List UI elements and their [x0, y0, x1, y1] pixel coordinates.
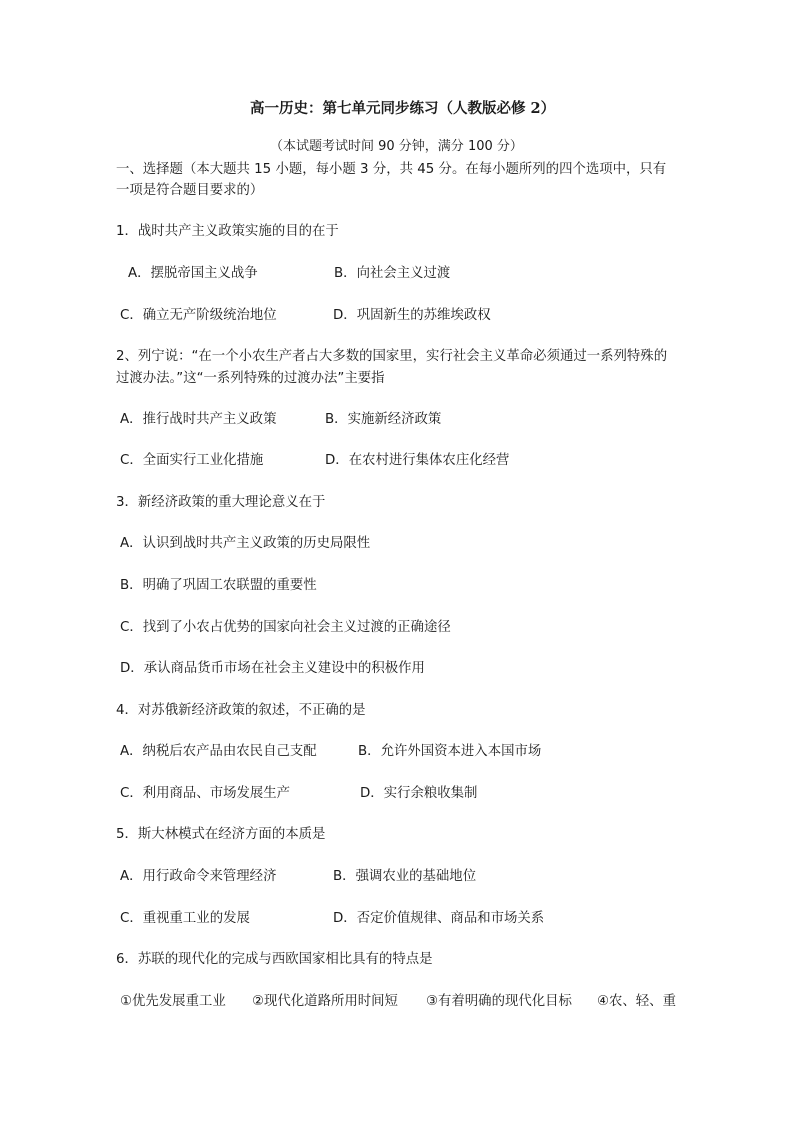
question-5-stem: 5．斯大林模式在经济方面的本质是 [116, 827, 326, 842]
section-instructions-line-2: 一项是符合题目要求的） [116, 183, 264, 198]
question-2-option-b: B．实施新经济政策 [325, 412, 442, 427]
question-5-option-b: B．强调农业的基础地位 [333, 869, 477, 884]
question-1-option-a: A．摆脱帝国主义战争 [128, 266, 258, 281]
question-2-stem-line-2: 过渡办法。”这“一系列特殊的过渡办法”主要指 [116, 371, 385, 386]
question-5-option-a: A．用行政命令来管理经济 [120, 869, 277, 884]
question-1-stem: 1．战时共产主义政策实施的目的在于 [116, 224, 339, 239]
question-4-option-b: B．允许外国资本进入本国市场 [358, 744, 542, 759]
question-5-option-d: D．否定价值规律、商品和市场关系 [333, 911, 545, 926]
question-2-stem-line-1: 2、列宁说：“在一个小农生产者占大多数的国家里，实行社会主义革命必须通过一系列特殊的 [116, 349, 668, 364]
question-3-option-a: A．认识到战时共产主义政策的历史局限性 [120, 536, 371, 551]
question-6-option-4: ④农、轻、重 [597, 994, 676, 1009]
question-3-option-c: C．找到了小农占优势的国家向社会主义过渡的正确途径 [120, 620, 451, 635]
question-6-option-2: ②现代化道路所用时间短 [252, 994, 398, 1009]
question-2-option-a: A．推行战时共产主义政策 [120, 412, 277, 427]
question-6-option-3: ③有着明确的现代化目标 [426, 994, 572, 1009]
question-4-stem: 4．对苏俄新经济政策的叙述，不正确的是 [116, 703, 366, 718]
question-1-option-c: C．确立无产阶级统治地位 [120, 308, 277, 323]
question-3-option-d: D．承认商品货币市场在社会主义建设中的积极作用 [120, 661, 425, 676]
exam-info: （本试题考试时间 90 分钟，满分 100 分） [270, 139, 523, 154]
question-5-option-c: C．重视重工业的发展 [120, 911, 250, 926]
question-2-option-c: C．全面实行工业化措施 [120, 453, 264, 468]
question-6-option-1: ①优先发展重工业 [120, 994, 226, 1009]
question-3-stem: 3．新经济政策的重大理论意义在于 [116, 495, 326, 510]
document-title: 高一历史：第七单元同步练习（人教版必修 2） [250, 100, 556, 117]
question-2-option-d: D．在农村进行集体农庄化经营 [325, 453, 510, 468]
question-4-option-a: A．纳税后农产品由农民自己支配 [120, 744, 317, 759]
question-1-option-b: B．向社会主义过渡 [334, 266, 451, 281]
question-1-option-d: D．巩固新生的苏维埃政权 [333, 308, 491, 323]
question-3-option-b: B．明确了巩固工农联盟的重要性 [120, 578, 317, 593]
question-6-stem: 6．苏联的现代化的完成与西欧国家相比具有的特点是 [116, 952, 433, 967]
question-4-option-d: D．实行余粮收集制 [360, 786, 478, 801]
section-instructions-line-1: 一、选择题（本大题共 15 小题，每小题 3 分，共 45 分。在每小题所列的四个选项中，只有 [116, 162, 667, 177]
question-4-option-c: C．利用商品、市场发展生产 [120, 786, 291, 801]
